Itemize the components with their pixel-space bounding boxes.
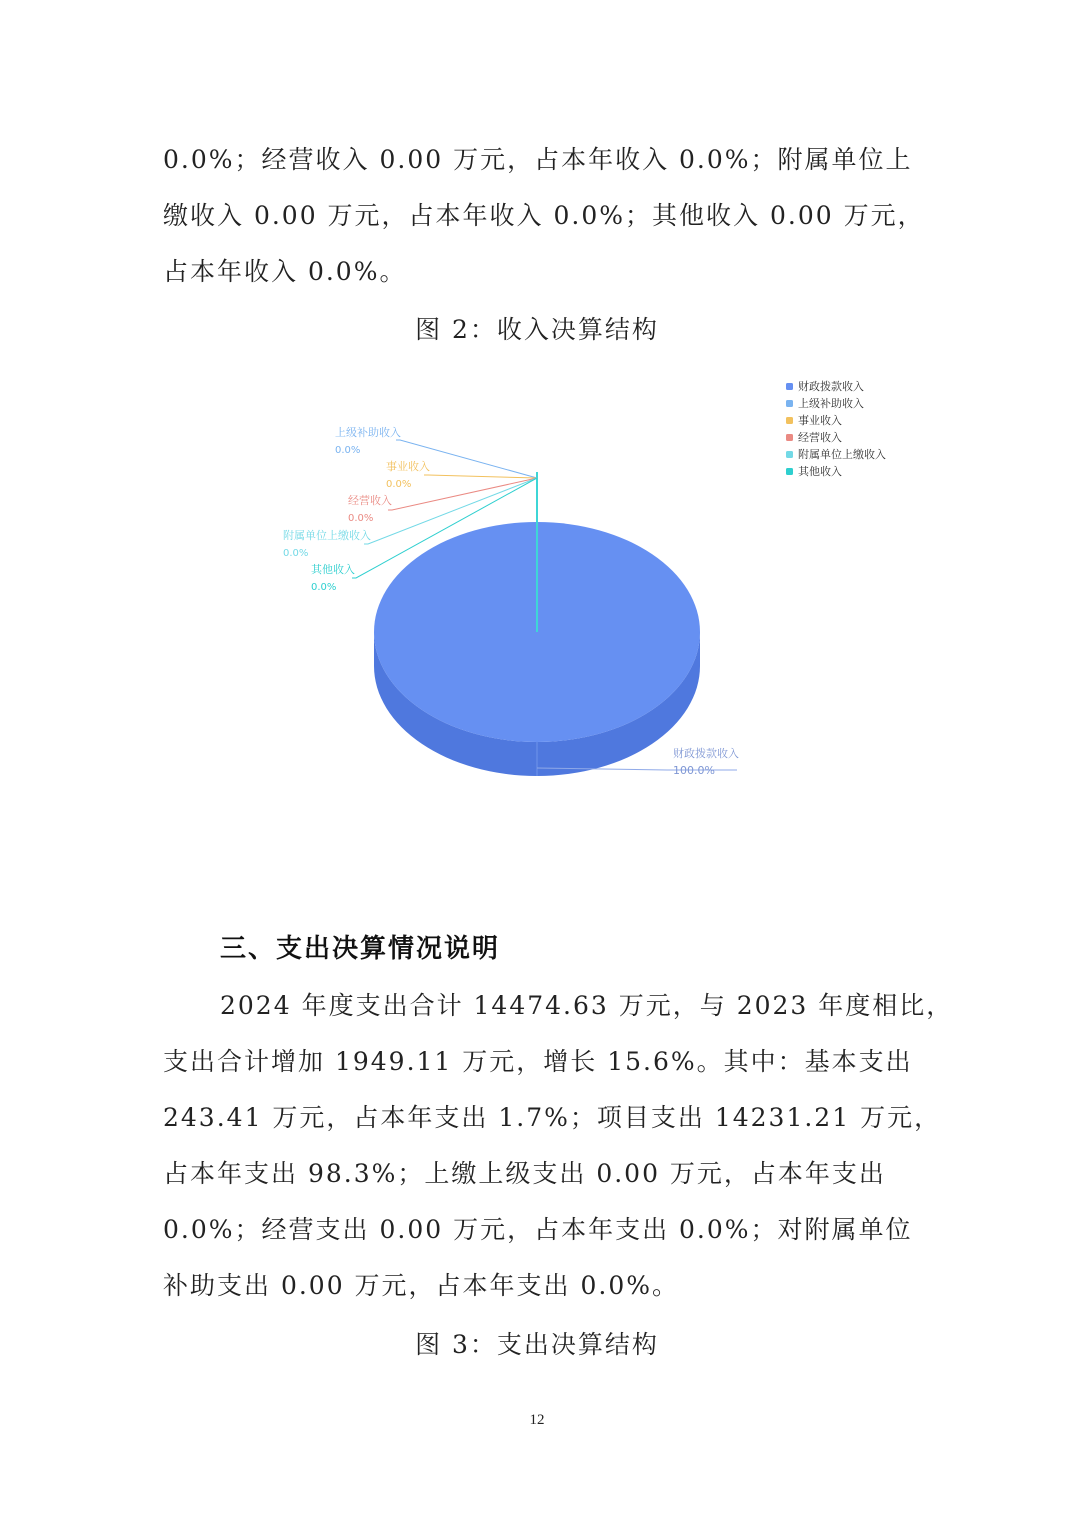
callout-value-item-4: 0.0% bbox=[283, 548, 309, 559]
text-line: 0.0%；经营支出 0.00 万元，占本年支出 0.0%；对附属单位 bbox=[163, 1215, 913, 1244]
chart-legend bbox=[786, 379, 886, 478]
legend-label-item-3: 经营收入 bbox=[798, 431, 842, 444]
page-number: 12 bbox=[529, 1412, 545, 1428]
legend-swatch-item-4 bbox=[786, 451, 793, 458]
text-line: 2024 年度支出合计 14474.63 万元，与 2023 年度相比， bbox=[220, 991, 954, 1020]
text-line: 243.41 万元，占本年支出 1.7%；项目支出 14231.21 万元， bbox=[163, 1103, 942, 1132]
callout-value-item-0: 100.0% bbox=[673, 764, 715, 777]
text-line: 缴收入 0.00 万元，占本年收入 0.0%；其他收入 0.00 万元， bbox=[163, 201, 925, 230]
callout-label-item-1: 上级补助收入 bbox=[335, 426, 401, 439]
callout-value-item-2: 0.0% bbox=[386, 479, 412, 490]
callout-value-item-3: 0.0% bbox=[348, 513, 374, 524]
text-line: 占本年收入 0.0%。 bbox=[163, 257, 407, 286]
callout-label-item-5: 其他收入 bbox=[311, 563, 355, 576]
text-line: 支出合计增加 1949.11 万元，增长 15.6%。其中：基本支出 bbox=[163, 1047, 913, 1076]
callout-label-item-0: 财政拨款收入 bbox=[673, 747, 739, 760]
callout-label-item-2: 事业收入 bbox=[386, 460, 430, 473]
legend-swatch-item-5 bbox=[786, 468, 793, 475]
figure2-caption: 图 2：收入决算结构 bbox=[415, 315, 659, 344]
section3-heading: 三、支出决算情况说明 bbox=[220, 934, 501, 964]
legend-swatch-item-1 bbox=[786, 400, 793, 407]
legend-swatch-item-3 bbox=[786, 434, 793, 441]
callout-label-item-3: 经营收入 bbox=[348, 494, 392, 507]
legend-label-item-4: 附属单位上缴收入 bbox=[798, 448, 886, 461]
callout-value-item-1: 0.0% bbox=[335, 445, 361, 456]
income-structure-pie-chart bbox=[0, 360, 1074, 820]
callout-value-item-5: 0.0% bbox=[311, 582, 337, 593]
callout-label-item-4: 附属单位上缴收入 bbox=[283, 529, 371, 542]
figure3-caption: 图 3：支出决算结构 bbox=[415, 1330, 659, 1359]
text-line: 占本年支出 98.3%；上缴上级支出 0.00 万元，占本年支出 bbox=[163, 1159, 886, 1188]
legend-label-item-5: 其他收入 bbox=[798, 465, 842, 478]
pie-body bbox=[374, 472, 700, 776]
text-line: 补助支出 0.00 万元，占本年支出 0.0%。 bbox=[163, 1271, 680, 1300]
legend-label-item-2: 事业收入 bbox=[798, 414, 842, 427]
legend-swatch-item-2 bbox=[786, 417, 793, 424]
text-line: 0.0%；经营收入 0.00 万元，占本年收入 0.0%；附属单位上 bbox=[163, 145, 913, 174]
legend-label-item-1: 上级补助收入 bbox=[798, 397, 864, 410]
legend-label-item-0: 财政拨款收入 bbox=[798, 380, 864, 393]
callout-line-item-2 bbox=[424, 475, 537, 478]
legend-swatch-item-0 bbox=[786, 383, 793, 390]
